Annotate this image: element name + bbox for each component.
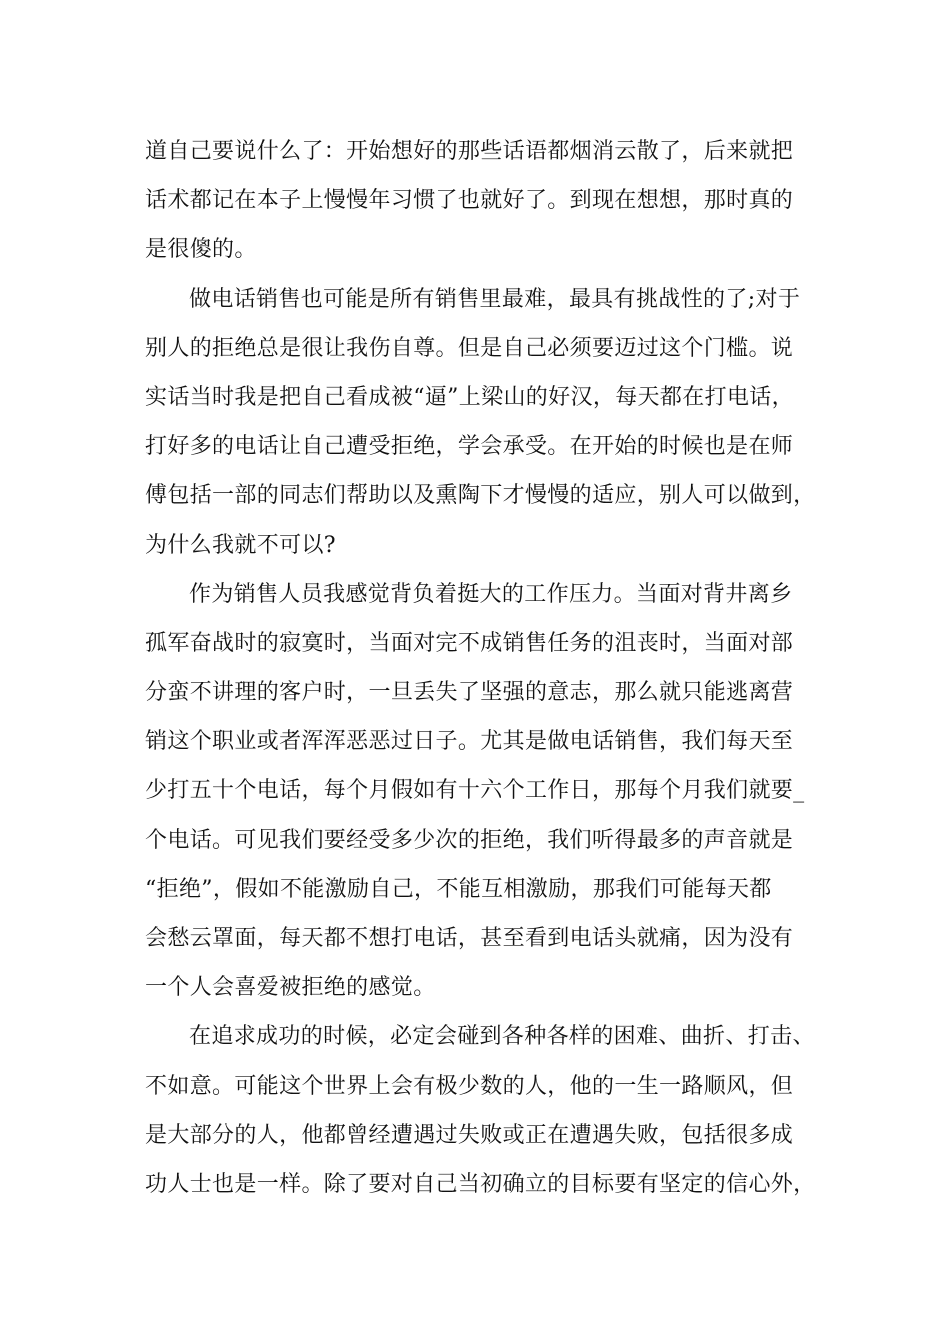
paragraph-first-line: 在追求成功的时候，必定会碰到各种各样的困难、曲折、打击、 — [189, 1024, 815, 1050]
text-line: 话术都记在本子上慢慢年习惯了也就好了。到现在想想，那时真的 — [145, 188, 794, 214]
text-line: 少打五十个电话，每个月假如有十六个工作日，那每个月我们就要_ — [145, 778, 805, 804]
text-line: 为什么我就不可以? — [145, 532, 336, 558]
text-line: 会愁云罩面，每天都不想打电话，甚至看到电话头就痛，因为没有 — [145, 926, 794, 951]
text-line: 不如意。可能这个世界上会有极少数的人，他的一生一路顺风，但 — [145, 1073, 794, 1099]
text-line: 是很傻的。 — [145, 237, 257, 263]
paragraph-first-line: 作为销售人员我感觉背负着挺大的工作压力。当面对背井离乡 — [189, 581, 793, 607]
body-text — [145, 132, 845, 1214]
paragraph-first-line: 做电话销售也可能是所有销售里最难，最具有挑战性的了;对于 — [189, 286, 801, 312]
text-line: “拒绝”，假如不能激励自己，不能互相激励，那我们可能每天都 — [145, 876, 772, 902]
text-line: 别人的拒绝总是很让我伤自尊。但是自己必须要迈过这个门槛。说 — [145, 335, 794, 361]
text-line: 实话当时我是把自己看成被“逼”上梁山的好汉，每天都在打电话， — [145, 384, 794, 410]
text-line: 道自己要说什么了：开始想好的那些话语都烟消云散了，后来就把 — [145, 139, 794, 164]
text-line: 是大部分的人，他都曾经遭遇过失败或正在遭遇失败，包括很多成 — [145, 1122, 794, 1148]
text-line: 一个人会喜爱被拒绝的感觉。 — [145, 975, 436, 1001]
text-line: 功人士也是一样。除了要对自己当初确立的目标要有坚定的信心外， — [145, 1171, 816, 1197]
text-line: 傅包括一部的同志们帮助以及熏陶下才慢慢的适应，别人可以做到， — [145, 483, 816, 509]
text-line: 销这个职业或者浑浑恶恶过日子。尤其是做电话销售，我们每天至 — [145, 729, 794, 755]
text-line: 分蛮不讲理的客户时，一旦丢失了坚强的意志，那么就只能逃离营 — [145, 680, 794, 706]
text-line: 打好多的电话让自己遭受拒绝，学会承受。在开始的时候也是在师 — [145, 434, 794, 460]
text-line: 个电话。可见我们要经受多少次的拒绝，我们听得最多的声音就是 — [145, 827, 794, 853]
text-line: 孤军奋战时的寂寞时，当面对完不成销售任务的沮丧时，当面对部 — [145, 630, 794, 656]
